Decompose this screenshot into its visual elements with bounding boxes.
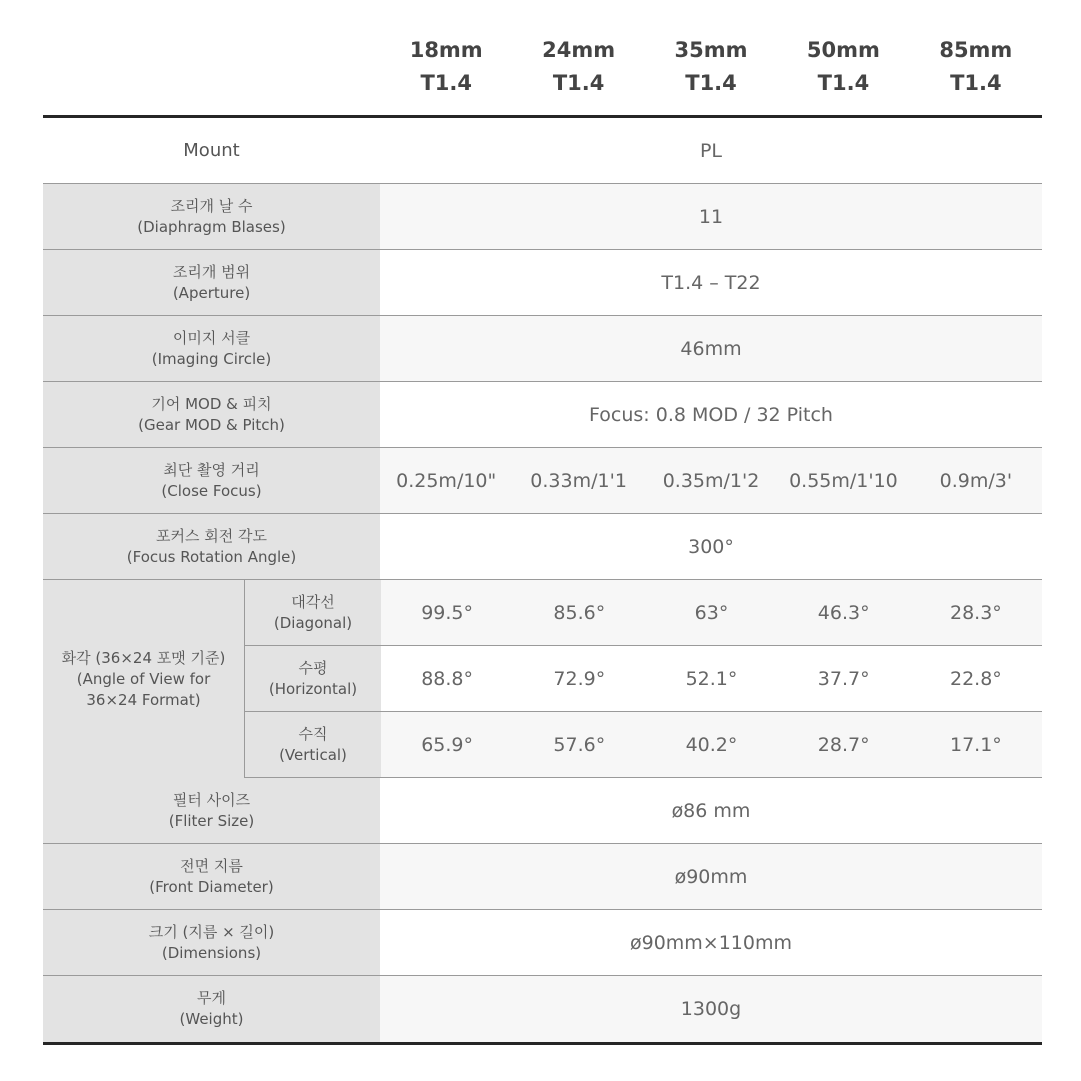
spec-label-en: (Vertical): [279, 745, 347, 764]
spec-value: Focus: 0.8 MOD / 32 Pitch: [589, 403, 833, 426]
spec-label-ko: 포커스 회전 각도: [156, 526, 267, 545]
spec-cell: 88.8°: [421, 667, 473, 690]
lens-focal: 50mm: [806, 38, 880, 62]
spec-row-filter: [43, 778, 1042, 844]
spec-cell: 72.9°: [553, 667, 606, 690]
spec-value: 300°: [688, 535, 734, 558]
table-bottom-rule: [43, 1042, 1042, 1045]
spec-values: [381, 712, 1042, 777]
spec-label-en: (Diagonal): [273, 613, 353, 632]
spec-row-weight: [43, 976, 1042, 1042]
spec-sublabel: [245, 646, 381, 711]
spec-row-aov-vertical: [244, 712, 1042, 778]
spec-row-mount: [43, 118, 1042, 184]
spec-cell: 22.8°: [950, 667, 1002, 690]
spec-cell: 37.7°: [817, 667, 870, 690]
lens-aperture: T1.4: [420, 71, 472, 95]
spec-sublabel: [245, 712, 381, 777]
spec-label-ko: 화각 (36×24 포맷 기준): [61, 648, 226, 667]
spec-cell: 17.1°: [950, 733, 1002, 756]
spec-values: [381, 646, 1042, 711]
spec-label: [43, 316, 380, 381]
spec-row-aov-horizontal: [244, 646, 1042, 712]
spec-label: [43, 778, 380, 843]
spec-label: [43, 448, 380, 513]
lens-focal: 85mm: [939, 38, 1013, 62]
spec-label-ko: 이미지 서클: [172, 328, 251, 347]
spec-row-front-diameter: [43, 844, 1042, 910]
spec-label-en: (Weight): [179, 1010, 244, 1028]
spec-label-en: (Horizontal): [268, 679, 358, 698]
spec-label-ko: 필터 사이즈: [172, 790, 251, 809]
spec-label-en: Mount: [183, 140, 240, 161]
spec-label-ko: 최단 촬영 거리: [163, 460, 260, 479]
spec-values: [381, 580, 1042, 645]
lens-aperture: T1.4: [685, 71, 737, 95]
spec-row-blades: [43, 184, 1042, 250]
spec-value: 46mm: [380, 316, 1042, 381]
spec-values: [380, 448, 1042, 513]
spec-cell: 46.3°: [817, 601, 870, 624]
spec-cell: 85.6°: [553, 601, 606, 624]
spec-label-en: (Fliter Size): [168, 811, 255, 830]
spec-cell: 28.7°: [817, 733, 870, 756]
spec-label-en: (Front Diameter): [149, 877, 274, 896]
spec-label-ko: 대각선: [291, 592, 335, 611]
spec-cell: 65.9°: [421, 733, 473, 756]
spec-label-en: (Imaging Circle): [151, 349, 272, 368]
spec-label: [43, 382, 380, 447]
spec-cell: 52.1°: [685, 667, 738, 690]
spec-sublabel: [245, 580, 381, 645]
spec-label-ko: 조리개 날 수: [170, 196, 253, 215]
lens-focal: 35mm: [674, 38, 748, 62]
lens-focal: 18mm: [409, 38, 483, 62]
spec-cell: 57.6°: [553, 733, 606, 756]
spec-label: [43, 184, 380, 249]
lens-aperture: T1.4: [950, 71, 1002, 95]
spec-label-ko: 조리개 범위: [172, 262, 251, 281]
spec-label-ko: 무게: [197, 989, 226, 1007]
spec-cell: 40.2°: [685, 733, 738, 756]
spec-value: 11: [380, 184, 1042, 249]
spec-row-dimensions: [43, 910, 1042, 976]
spec-label-angle-of-view: [43, 580, 244, 779]
spec-label-en: (Diaphragm Blases): [137, 217, 286, 236]
spec-row-aperture: [43, 250, 1042, 316]
spec-label-ko: 기어 MOD & 피치: [151, 394, 272, 413]
spec-value: 1300g: [380, 976, 1042, 1042]
spec-label: [43, 844, 380, 909]
spec-label-en: 36×24 Format): [86, 690, 201, 709]
spec-value: ø90mm×110mm: [629, 931, 793, 954]
spec-value: PL: [699, 139, 723, 162]
spec-label-en: (Focus Rotation Angle): [126, 547, 297, 566]
lens-focal: 24mm: [542, 38, 616, 62]
spec-cell: 63°: [694, 601, 729, 624]
spec-label-ko: 수직: [298, 724, 328, 743]
lens-header: [380, 34, 1042, 116]
lens-column-header: [512, 34, 644, 116]
lens-column-header: [910, 34, 1042, 116]
spec-cell: 0.9m/3': [939, 469, 1013, 492]
spec-value: ø86 mm: [671, 799, 751, 822]
spec-label: [43, 118, 380, 183]
spec-label: [43, 910, 380, 975]
lens-column-header: [777, 34, 909, 116]
spec-row-rotation: [43, 514, 1042, 580]
spec-value: ø90mm: [380, 844, 1042, 909]
spec-label-ko: 전면 지름: [180, 856, 243, 875]
lens-aperture: T1.4: [552, 71, 605, 95]
spec-cell: 0.55m/1'10: [789, 469, 898, 492]
spec-label-en: (Gear MOD & Pitch): [138, 415, 285, 434]
spec-label-en: (Aperture): [172, 283, 251, 302]
spec-label: [43, 976, 380, 1042]
spec-cell: 0.33m/1'1: [530, 469, 627, 492]
spec-label-en: (Close Focus): [161, 481, 262, 500]
spec-row-imaging-circle: [43, 316, 1042, 382]
spec-label: [43, 250, 380, 315]
spec-label-ko: 크기 (지름 × 길이): [148, 922, 275, 941]
lens-column-header: [645, 34, 777, 116]
spec-value: T1.4 – T22: [661, 271, 761, 294]
spec-cell: 0.25m/10": [396, 469, 497, 492]
spec-label-en: (Angle of View for: [76, 669, 211, 688]
lens-column-header: [380, 34, 512, 116]
spec-label: [43, 514, 380, 579]
spec-row-aov-diagonal: [244, 580, 1042, 646]
spec-label-ko: 수평: [298, 658, 328, 677]
spec-label-en: (Dimensions): [161, 943, 262, 962]
lens-aperture: T1.4: [817, 71, 870, 95]
spec-cell: 28.3°: [950, 601, 1002, 624]
spec-row-close-focus: [43, 448, 1042, 514]
spec-row-gear: [43, 382, 1042, 448]
spec-cell: 0.35m/1'2: [662, 469, 760, 492]
spec-cell: 99.5°: [421, 601, 473, 624]
